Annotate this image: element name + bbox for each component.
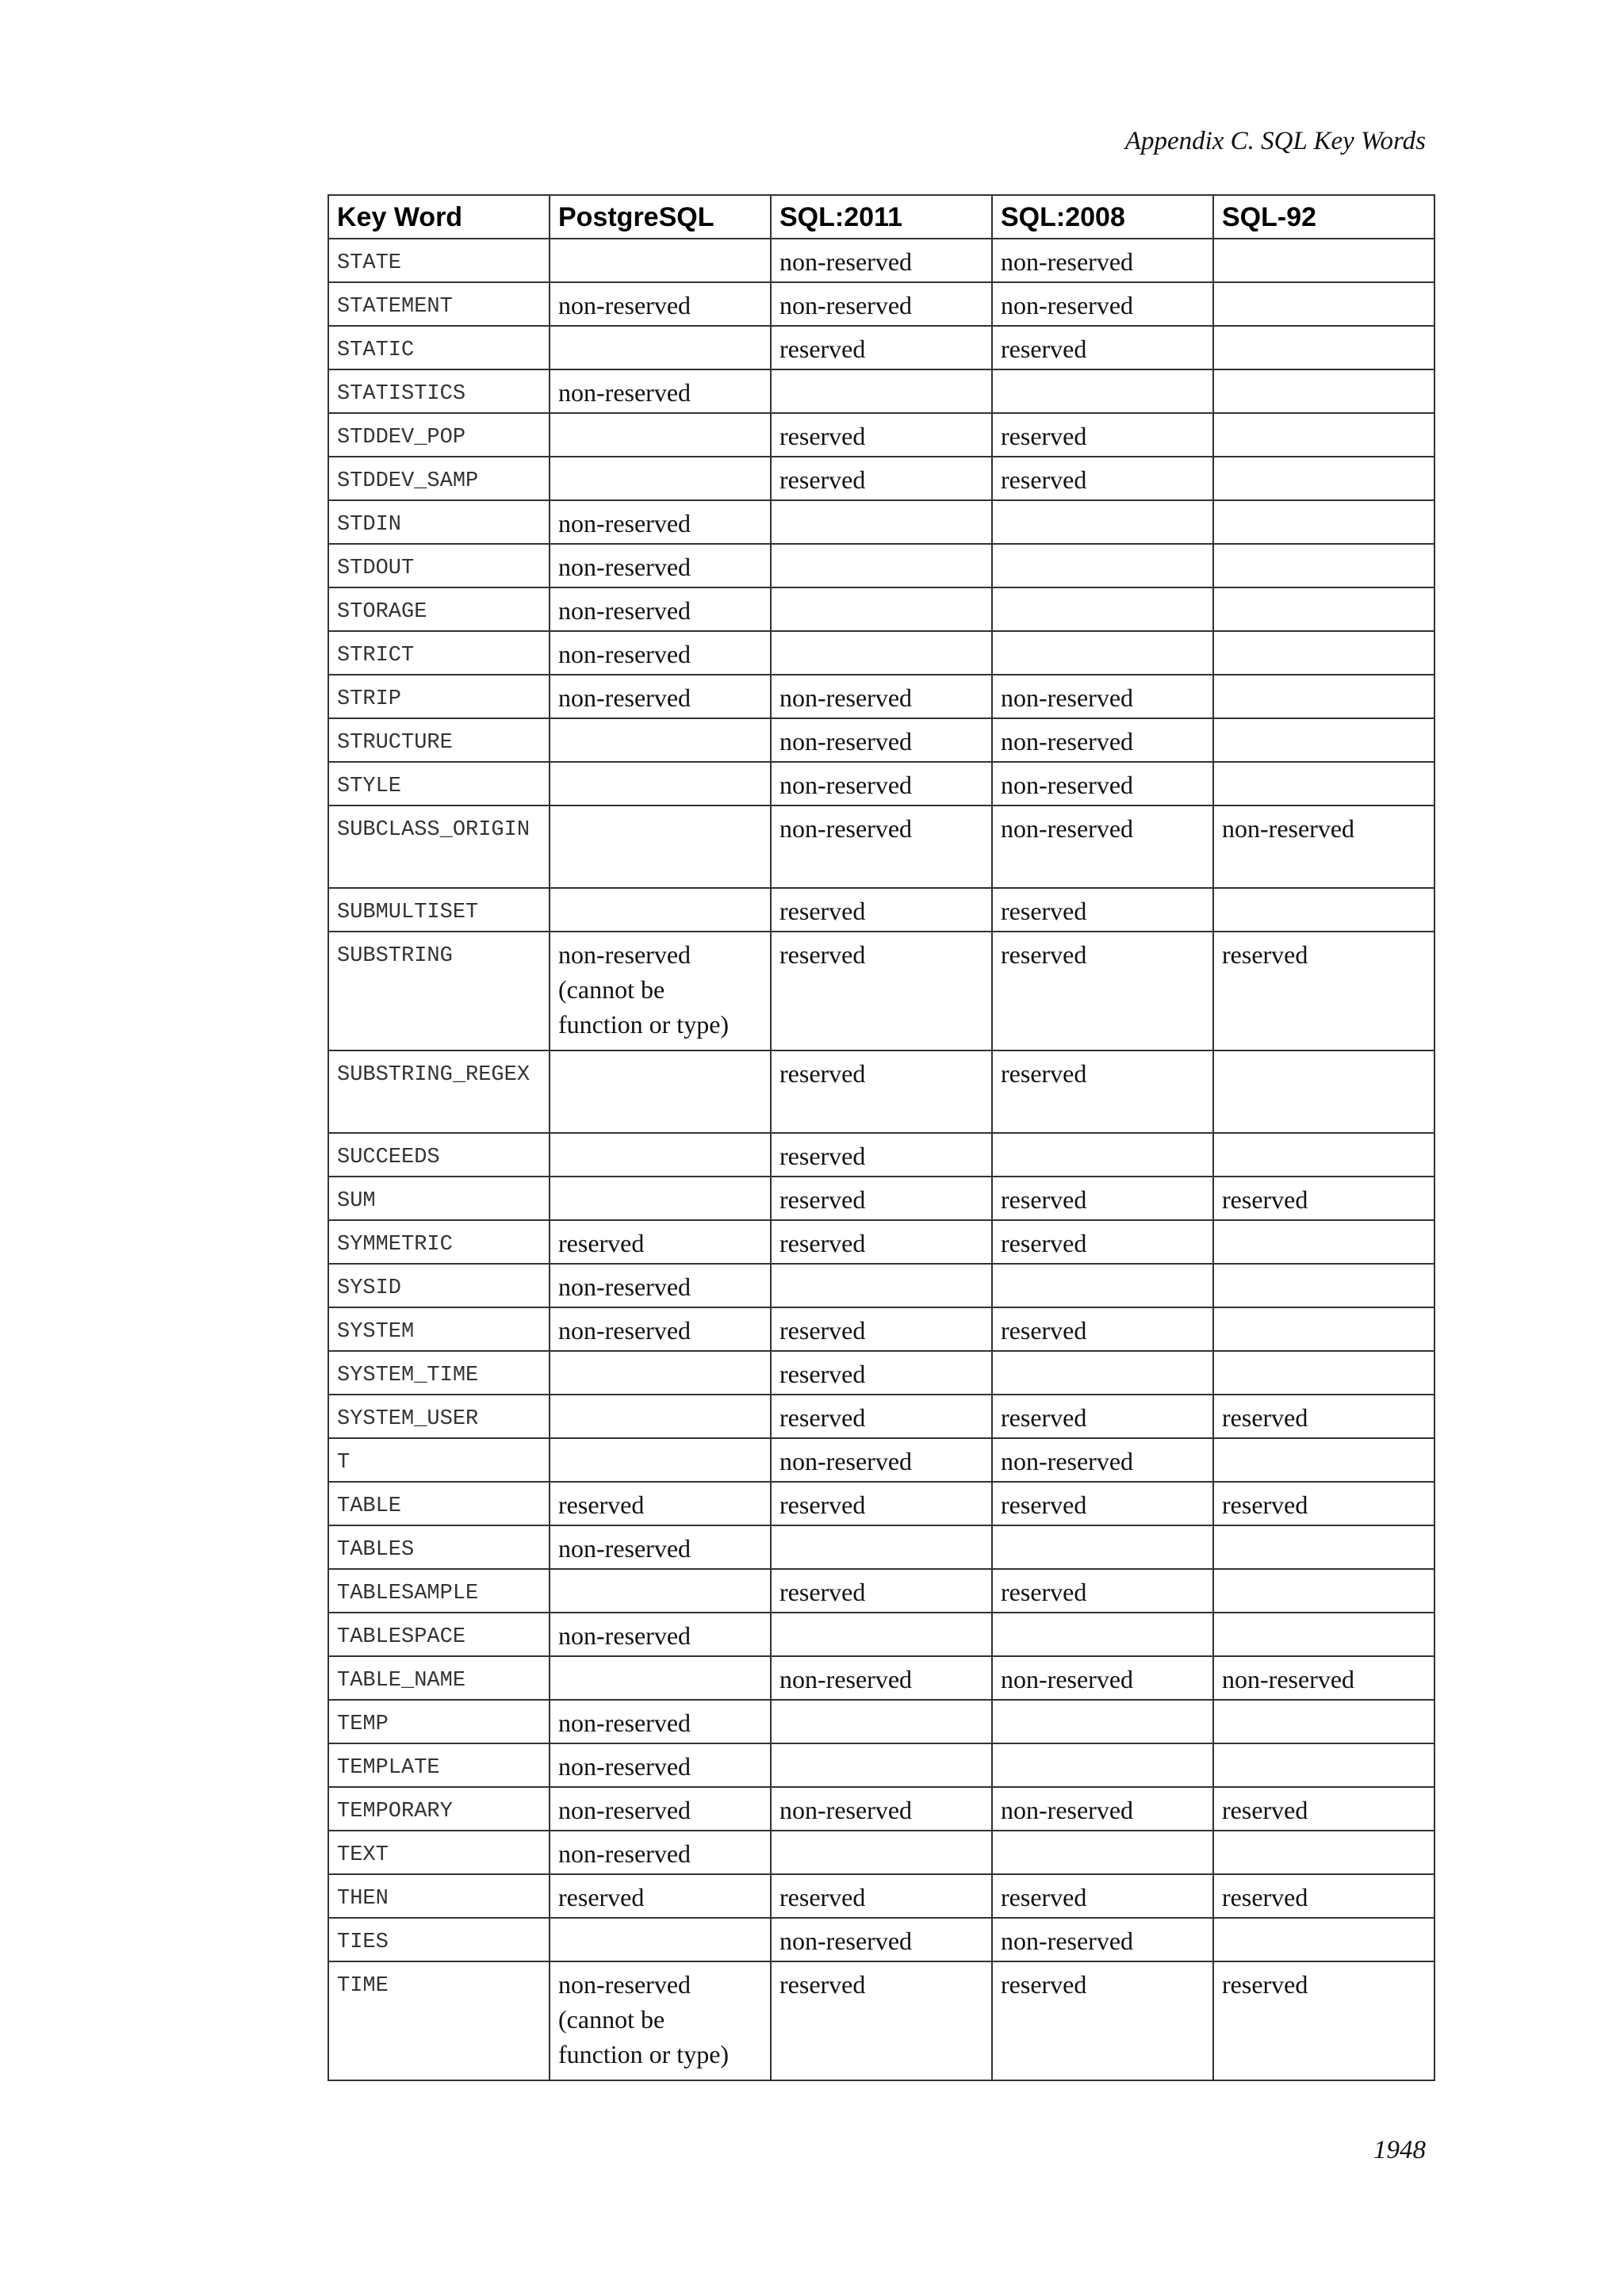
table-row: [328, 888, 1434, 932]
sql2008-cell: reserved: [992, 1050, 1213, 1133]
sql92-cell: [1213, 1050, 1434, 1133]
postgresql-cell: [550, 326, 771, 369]
key-word-cell: TIME: [328, 1961, 550, 2080]
sql2008-cell: non-reserved: [992, 806, 1213, 888]
sql2011-cell: [771, 1831, 992, 1874]
sql2008-cell: [992, 500, 1213, 544]
sql2008-cell: non-reserved: [992, 1656, 1213, 1700]
postgresql-cell: [550, 1133, 771, 1177]
page-number: 1948: [1373, 2136, 1426, 2164]
table-row: [328, 500, 1434, 544]
sql2008-cell: [992, 1133, 1213, 1177]
table-row: [328, 718, 1434, 762]
key-word-cell: STORAGE: [328, 587, 550, 631]
key-word-cell: SYSTEM_USER: [328, 1395, 550, 1438]
postgresql-cell: [550, 1569, 771, 1613]
table-row: [328, 932, 1434, 1050]
postgresql-cell: non-reserved: [550, 587, 771, 631]
sql92-cell: reserved: [1213, 1787, 1434, 1831]
postgresql-cell: non-reserved: [550, 1307, 771, 1351]
key-word-cell: STDOUT: [328, 544, 550, 587]
key-word-cell: TIES: [328, 1918, 550, 1961]
sql2008-cell: [992, 587, 1213, 631]
table-row: [328, 1787, 1434, 1831]
sql92-cell: [1213, 500, 1434, 544]
key-word-cell: SUBSTRING: [328, 932, 550, 1050]
sql92-cell: [1213, 544, 1434, 587]
key-word-cell: STATISTICS: [328, 369, 550, 413]
key-word-cell: STDIN: [328, 500, 550, 544]
table-row: [328, 1874, 1434, 1918]
sql2008-cell: non-reserved: [992, 675, 1213, 718]
sql2008-cell: reserved: [992, 1307, 1213, 1351]
sql92-cell: non-reserved: [1213, 1656, 1434, 1700]
postgresql-cell: [550, 888, 771, 932]
table-row: [328, 1050, 1434, 1133]
sql2008-cell: non-reserved: [992, 1918, 1213, 1961]
table-row: [328, 675, 1434, 718]
sql2011-cell: reserved: [771, 1307, 992, 1351]
sql2008-cell: reserved: [992, 457, 1213, 500]
sql92-cell: [1213, 718, 1434, 762]
sql2008-cell: non-reserved: [992, 1787, 1213, 1831]
sql92-cell: [1213, 239, 1434, 282]
table-row: [328, 762, 1434, 806]
sql2011-cell: non-reserved: [771, 282, 992, 326]
sql2008-cell: reserved: [992, 1220, 1213, 1264]
postgresql-cell: [550, 239, 771, 282]
column-header-sql2011: SQL:2011: [771, 195, 992, 239]
sql2011-cell: [771, 1700, 992, 1743]
key-word-cell: SUBCLASS_ORIGIN: [328, 806, 550, 888]
sql2008-cell: non-reserved: [992, 1438, 1213, 1482]
sql2008-cell: [992, 1743, 1213, 1787]
sql92-cell: reserved: [1213, 1482, 1434, 1525]
sql2008-cell: [992, 631, 1213, 675]
postgresql-cell: [550, 1395, 771, 1438]
sql92-cell: reserved: [1213, 1874, 1434, 1918]
key-word-cell: TEMPORARY: [328, 1787, 550, 1831]
sql92-cell: [1213, 631, 1434, 675]
sql2011-cell: [771, 544, 992, 587]
key-word-cell: TABLES: [328, 1525, 550, 1569]
sql2011-cell: non-reserved: [771, 806, 992, 888]
sql2011-cell: reserved: [771, 1220, 992, 1264]
postgresql-cell: [550, 806, 771, 888]
key-word-cell: STRICT: [328, 631, 550, 675]
key-word-cell: STRUCTURE: [328, 718, 550, 762]
sql92-cell: [1213, 587, 1434, 631]
table-body: [328, 239, 1434, 2080]
sql2011-cell: [771, 1264, 992, 1307]
key-word-cell: STATE: [328, 239, 550, 282]
sql92-cell: [1213, 1569, 1434, 1613]
postgresql-cell: [550, 1351, 771, 1395]
sql2011-cell: non-reserved: [771, 675, 992, 718]
sql92-cell: reserved: [1213, 1177, 1434, 1220]
sql2008-cell: [992, 1831, 1213, 1874]
key-word-cell: STDDEV_SAMP: [328, 457, 550, 500]
sql2011-cell: [771, 500, 992, 544]
postgresql-cell: non-reserved: [550, 1743, 771, 1787]
postgresql-cell: non-reserved: [550, 282, 771, 326]
sql2008-cell: reserved: [992, 1177, 1213, 1220]
sql2011-cell: non-reserved: [771, 762, 992, 806]
sql92-cell: reserved: [1213, 1395, 1434, 1438]
column-header-key-word: Key Word: [328, 195, 550, 239]
postgresql-cell: [550, 718, 771, 762]
table-row: [328, 239, 1434, 282]
sql2008-cell: reserved: [992, 888, 1213, 932]
table-row: [328, 544, 1434, 587]
table-row: [328, 1220, 1434, 1264]
postgresql-cell: non-reserved (cannot be function or type): [550, 1961, 771, 2080]
sql92-cell: [1213, 1700, 1434, 1743]
postgresql-cell: non-reserved: [550, 631, 771, 675]
table-row: [328, 1743, 1434, 1787]
sql2011-cell: reserved: [771, 1482, 992, 1525]
postgresql-cell: non-reserved: [550, 1831, 771, 1874]
key-word-cell: THEN: [328, 1874, 550, 1918]
sql92-cell: [1213, 369, 1434, 413]
sql2008-cell: non-reserved: [992, 239, 1213, 282]
sql2011-cell: reserved: [771, 457, 992, 500]
table-row: [328, 1177, 1434, 1220]
sql2011-cell: reserved: [771, 1177, 992, 1220]
postgresql-cell: non-reserved: [550, 1700, 771, 1743]
postgresql-cell: [550, 1050, 771, 1133]
sql2011-cell: non-reserved: [771, 1787, 992, 1831]
sql2011-cell: [771, 1743, 992, 1787]
sql2008-cell: reserved: [992, 1482, 1213, 1525]
table-row: [328, 1482, 1434, 1525]
sql2008-cell: [992, 1264, 1213, 1307]
postgresql-cell: non-reserved: [550, 1613, 771, 1656]
sql2011-cell: [771, 631, 992, 675]
sql2008-cell: reserved: [992, 1569, 1213, 1613]
sql2011-cell: reserved: [771, 1961, 992, 2080]
table-header-row: [328, 195, 1434, 239]
sql2008-cell: [992, 544, 1213, 587]
table-row: [328, 1351, 1434, 1395]
key-word-cell: TEMPLATE: [328, 1743, 550, 1787]
sql2011-cell: non-reserved: [771, 1656, 992, 1700]
sql2008-cell: reserved: [992, 1395, 1213, 1438]
postgresql-cell: non-reserved: [550, 1787, 771, 1831]
sql2011-cell: reserved: [771, 1050, 992, 1133]
sql2008-cell: [992, 369, 1213, 413]
sql92-cell: reserved: [1213, 1961, 1434, 2080]
postgresql-cell: non-reserved (cannot be function or type): [550, 932, 771, 1050]
table-row: [328, 457, 1434, 500]
sql92-cell: [1213, 1743, 1434, 1787]
sql92-cell: [1213, 1133, 1434, 1177]
sql2008-cell: [992, 1613, 1213, 1656]
sql92-cell: [1213, 1613, 1434, 1656]
sql2008-cell: reserved: [992, 326, 1213, 369]
column-header-sql2008: SQL:2008: [992, 195, 1213, 239]
table-row: [328, 1613, 1434, 1656]
postgresql-cell: [550, 1177, 771, 1220]
table-row: [328, 1961, 1434, 2080]
key-word-cell: SYSTEM_TIME: [328, 1351, 550, 1395]
sql2008-cell: reserved: [992, 932, 1213, 1050]
table-row: [328, 1918, 1434, 1961]
sql2008-cell: [992, 1351, 1213, 1395]
key-word-cell: STRIP: [328, 675, 550, 718]
sql92-cell: non-reserved: [1213, 806, 1434, 888]
sql2008-cell: [992, 1525, 1213, 1569]
table-row: [328, 1438, 1434, 1482]
key-word-cell: SYMMETRIC: [328, 1220, 550, 1264]
sql2008-cell: reserved: [992, 1961, 1213, 2080]
table-row: [328, 369, 1434, 413]
sql2011-cell: reserved: [771, 932, 992, 1050]
key-word-cell: SUCCEEDS: [328, 1133, 550, 1177]
sql2011-cell: non-reserved: [771, 1438, 992, 1482]
postgresql-cell: [550, 1438, 771, 1482]
table-row: [328, 1831, 1434, 1874]
sql2011-cell: [771, 587, 992, 631]
postgresql-cell: reserved: [550, 1220, 771, 1264]
postgresql-cell: reserved: [550, 1874, 771, 1918]
postgresql-cell: non-reserved: [550, 1264, 771, 1307]
table-row: [328, 806, 1434, 888]
table-row: [328, 282, 1434, 326]
key-word-cell: SYSTEM: [328, 1307, 550, 1351]
sql92-cell: [1213, 675, 1434, 718]
sql2008-cell: reserved: [992, 1874, 1213, 1918]
sql2011-cell: non-reserved: [771, 718, 992, 762]
table-row: [328, 413, 1434, 457]
key-word-cell: STDDEV_POP: [328, 413, 550, 457]
sql2011-cell: [771, 1525, 992, 1569]
key-word-cell: SUBMULTISET: [328, 888, 550, 932]
table-row: [328, 1700, 1434, 1743]
sql2011-cell: reserved: [771, 1395, 992, 1438]
key-word-cell: TEXT: [328, 1831, 550, 1874]
table-row: [328, 1569, 1434, 1613]
key-word-cell: TEMP: [328, 1700, 550, 1743]
sql2011-cell: [771, 1613, 992, 1656]
postgresql-cell: [550, 457, 771, 500]
table-row: [328, 1525, 1434, 1569]
key-word-cell: STATIC: [328, 326, 550, 369]
sql-keywords-table: [327, 194, 1435, 2081]
sql2008-cell: non-reserved: [992, 718, 1213, 762]
postgresql-cell: [550, 762, 771, 806]
sql2008-cell: [992, 1700, 1213, 1743]
postgresql-cell: [550, 413, 771, 457]
sql92-cell: [1213, 457, 1434, 500]
postgresql-cell: non-reserved: [550, 1525, 771, 1569]
column-header-sql92: SQL-92: [1213, 195, 1434, 239]
sql2011-cell: non-reserved: [771, 1918, 992, 1961]
key-word-cell: T: [328, 1438, 550, 1482]
sql92-cell: [1213, 1220, 1434, 1264]
column-header-postgresql: PostgreSQL: [550, 195, 771, 239]
sql92-cell: [1213, 1351, 1434, 1395]
sql92-cell: [1213, 326, 1434, 369]
sql92-cell: [1213, 1525, 1434, 1569]
sql2011-cell: reserved: [771, 1874, 992, 1918]
sql92-cell: [1213, 888, 1434, 932]
key-word-cell: TABLESAMPLE: [328, 1569, 550, 1613]
sql92-cell: [1213, 1831, 1434, 1874]
sql92-cell: [1213, 282, 1434, 326]
postgresql-cell: non-reserved: [550, 369, 771, 413]
table-row: [328, 326, 1434, 369]
sql92-cell: [1213, 1918, 1434, 1961]
sql2011-cell: reserved: [771, 413, 992, 457]
key-word-cell: SYSID: [328, 1264, 550, 1307]
postgresql-cell: reserved: [550, 1482, 771, 1525]
sql92-cell: [1213, 1307, 1434, 1351]
sql2008-cell: non-reserved: [992, 282, 1213, 326]
table-row: [328, 631, 1434, 675]
sql2011-cell: reserved: [771, 326, 992, 369]
table-row: [328, 1264, 1434, 1307]
postgresql-cell: non-reserved: [550, 544, 771, 587]
table-row: [328, 1395, 1434, 1438]
table-row: [328, 1133, 1434, 1177]
sql2011-cell: reserved: [771, 1351, 992, 1395]
sql92-cell: reserved: [1213, 932, 1434, 1050]
sql92-cell: [1213, 1438, 1434, 1482]
key-word-cell: TABLE: [328, 1482, 550, 1525]
key-word-cell: SUBSTRING_REGEX: [328, 1050, 550, 1133]
postgresql-cell: [550, 1918, 771, 1961]
sql2011-cell: reserved: [771, 1569, 992, 1613]
table-row: [328, 587, 1434, 631]
postgresql-cell: [550, 1656, 771, 1700]
sql2011-cell: [771, 369, 992, 413]
key-word-cell: TABLE_NAME: [328, 1656, 550, 1700]
table-row: [328, 1307, 1434, 1351]
key-word-cell: STYLE: [328, 762, 550, 806]
key-word-cell: STATEMENT: [328, 282, 550, 326]
sql2008-cell: non-reserved: [992, 762, 1213, 806]
sql2008-cell: reserved: [992, 413, 1213, 457]
postgresql-cell: non-reserved: [550, 500, 771, 544]
table-row: [328, 1656, 1434, 1700]
sql92-cell: [1213, 413, 1434, 457]
postgresql-cell: non-reserved: [550, 675, 771, 718]
key-word-cell: TABLESPACE: [328, 1613, 550, 1656]
sql2011-cell: reserved: [771, 1133, 992, 1177]
sql2011-cell: reserved: [771, 888, 992, 932]
sql92-cell: [1213, 1264, 1434, 1307]
sql92-cell: [1213, 762, 1434, 806]
sql2011-cell: non-reserved: [771, 239, 992, 282]
running-header: Appendix C. SQL Key Words: [1124, 127, 1426, 155]
key-word-cell: SUM: [328, 1177, 550, 1220]
